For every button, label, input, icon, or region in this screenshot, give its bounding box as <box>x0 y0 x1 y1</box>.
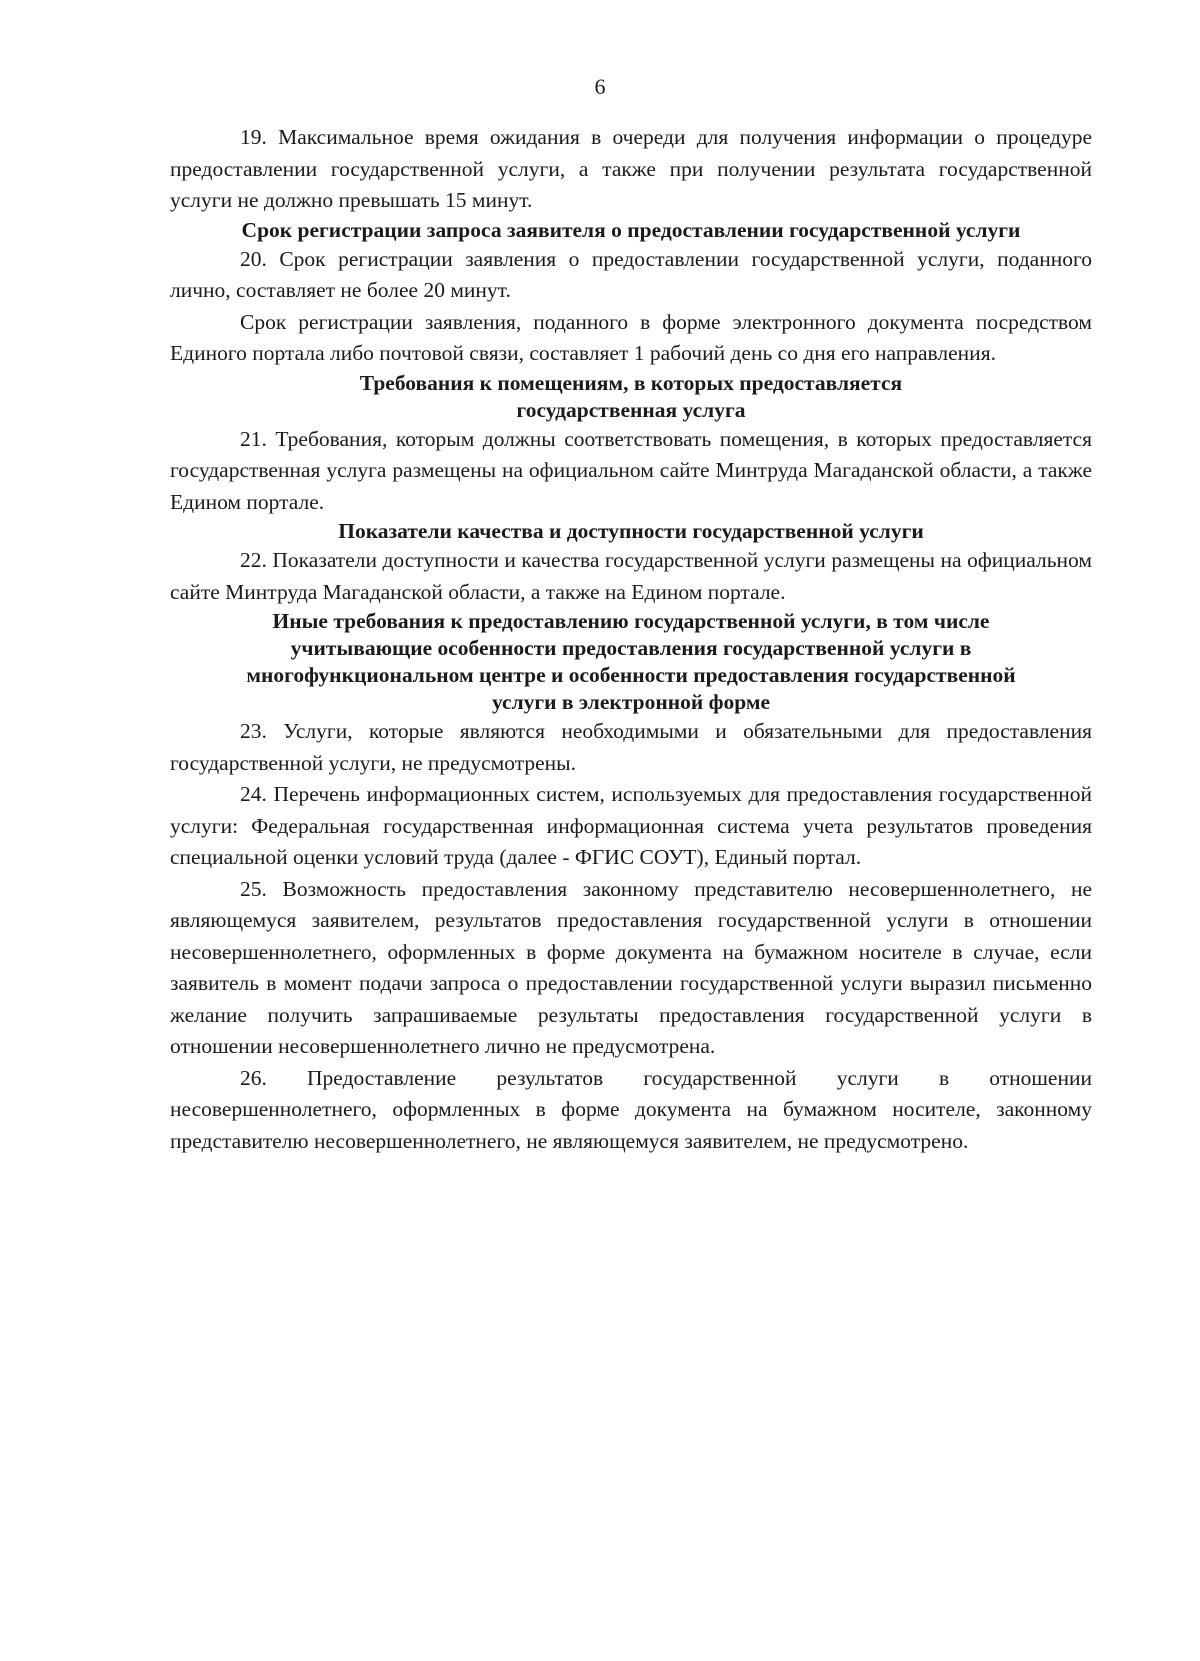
paragraph-26: 26. Предоставление результатов государственной услуги в отношении несовершеннолетнего, оформленных в форме документа на бумажном носителе, законному представителю несовершеннолетнего, не являющемуся заявителем, не предусмотрено. <box>170 1065 1092 1153</box>
heading-other-line-2: учитывающие особенности предоставления государственной услуги в <box>290 636 972 660</box>
heading-premises-line-1: Требования к помещениям, в которых предоставляется <box>359 370 903 395</box>
paragraph-25: 25. Возможность предоставления законному представителю несовершеннолетнего, не являющемуся заявителем, результатов предоставления государственной услуги в отношении несовершеннолетнего, оформленных в форме документа на бумажном носителе в случае, если заявитель в момент подачи запроса о предоставлении государственной услуги выразил письменно желание получить запрашиваемые результаты предоставления государственной услуги в отношении несовершеннолетнего лично не предусмотрена. <box>170 876 1092 1058</box>
paragraph-20: 20. Срок регистрации заявления о предоставлении государственной услуги, поданного лично, составляет не более 20 минут. <box>170 246 1092 302</box>
paragraph-22: 22. Показатели доступности и качества государственной услуги размещены на официальном сайте Минтруда Магаданской области, а также на Едином портале. <box>170 548 1092 604</box>
heading-other-line-1: Иные требования к предоставлению государственной услуги, в том числе <box>272 609 990 633</box>
heading-other-line-4: услуги в электронной форме <box>491 690 771 714</box>
heading-registration-term: Срок регистрации запроса заявителя о предоставлении государственной услуги <box>241 217 1021 242</box>
heading-quality-indicators: Показатели качества и доступности государственной услуги <box>338 519 924 543</box>
paragraph-21: 21. Требования, которым должны соответствовать помещения, в которых предоставляется государственная услуга размещены на официальном сайте Минтруда Магаданской области, а также Едином портале. <box>170 426 1092 514</box>
document-body <box>170 122 1092 1157</box>
heading-other-line-3: многофункциональном центре и особенности предоставления государственной <box>246 663 1016 687</box>
heading-premises-requirements <box>170 370 1092 424</box>
paragraph-20-electronic: Срок регистрации заявления, поданного в форме электронного документа посредством Единого портала либо почтовой связи, составляет 1 рабочий день со дня его направления. <box>170 309 1092 365</box>
page-number: 6 <box>594 74 606 99</box>
paragraph-24: 24. Перечень информационных систем, используемых для предоставления государственной услуги: Федеральная государственная информационная система учета результатов проведения специальной оценки условий труда (далее - ФГИС СОУТ), Единый портал. <box>170 782 1092 869</box>
paragraph-19: 19. Максимальное время ожидания в очереди для получения информации о процедуре предоставлении государственной услуги, а также при получении результата государственной услуги не должно превышать 15 минут. <box>170 125 1092 212</box>
paragraph-23: 23. Услуги, которые являются необходимыми и обязательными для предоставления государственной услуги, не предусмотрены. <box>170 719 1092 775</box>
heading-premises-line-2: государственная услуга <box>516 397 746 422</box>
heading-other-requirements <box>170 608 1092 716</box>
